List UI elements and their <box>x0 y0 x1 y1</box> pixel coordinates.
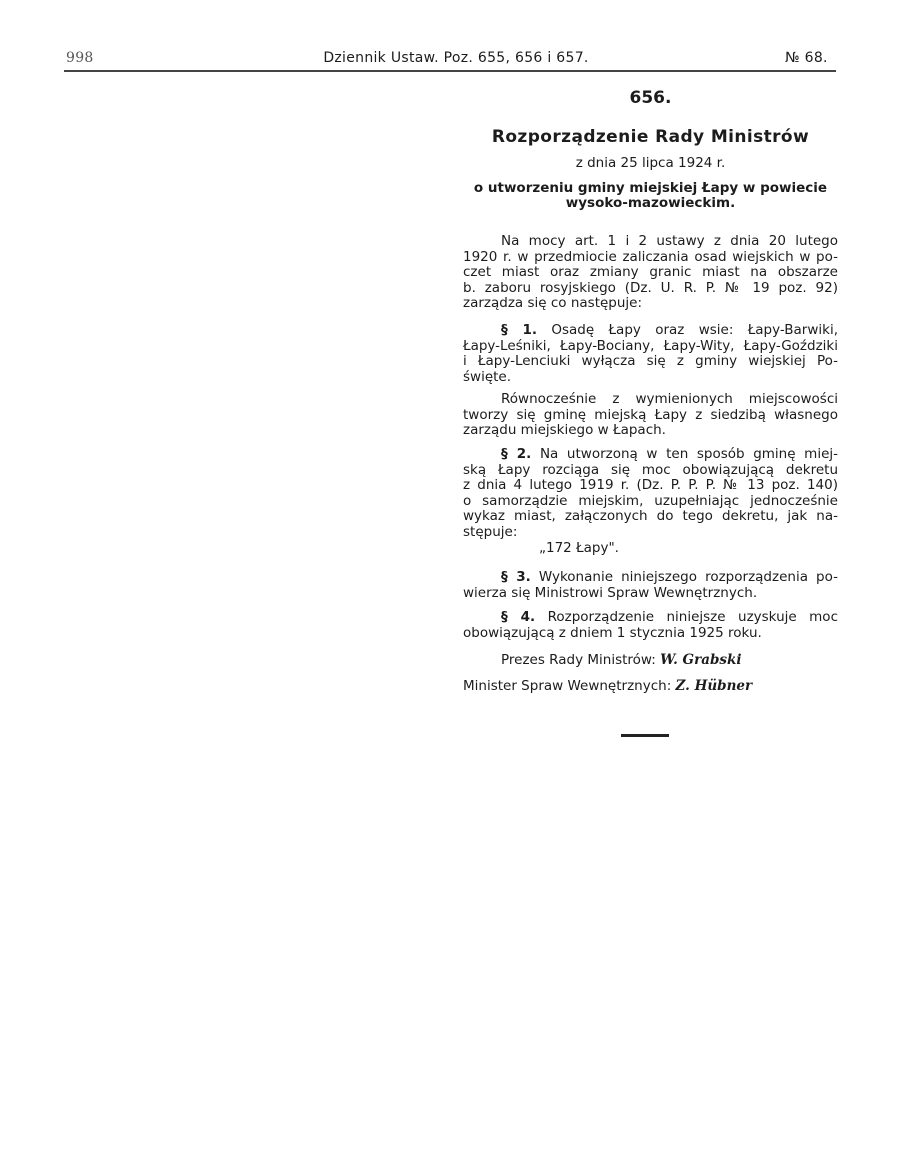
section-line: wierza się Ministrowi Spraw Wewnętrznych. <box>463 584 758 601</box>
signature-name: Z. Hübner <box>675 678 753 694</box>
act-date: z dnia 25 lipca 1924 r. <box>575 155 726 171</box>
closing-rule <box>621 734 669 737</box>
section-line: Wykonanie niniejszego rozporządzenia po- <box>538 569 838 585</box>
section-line: święte. <box>463 368 512 385</box>
section-line: z dnia 4 lutego 1919 r. (Dz. P. P. P. № 13 poz. 140) <box>463 477 838 494</box>
section-label: § 1. <box>501 322 538 338</box>
section-line: o samorządzie miejskim, uzupełniając jednocześnie <box>463 492 838 509</box>
signature-role: Prezes Rady Ministrów: <box>501 652 656 668</box>
page-number: 998 <box>66 50 94 66</box>
section-line: i Łapy-Lenciuki wyłącza się z gminy wiejskiej Po- <box>463 353 838 370</box>
section-3 <box>463 570 838 601</box>
header-rule <box>64 70 836 72</box>
section-line: wykaz miast, załączonych do tego dekretu, jak na- <box>463 508 838 525</box>
section-line: obowiązującą z dniem 1 stycznia 1925 roku. <box>463 624 762 641</box>
section-2 <box>463 447 838 556</box>
preamble-line: zarządza się co następuje: <box>463 295 643 312</box>
section-label: § 3. <box>501 569 531 585</box>
act-number: 656. <box>629 88 672 108</box>
running-header-title: Dziennik Ustaw. Poz. 655, 656 i 657. <box>323 50 589 66</box>
signature-2 <box>463 679 838 695</box>
section-line: Rozporządzenie niniejsze uzyskuje moc <box>547 609 838 625</box>
act-subject-line: wysoko-mazowieckim. <box>565 195 736 211</box>
section-line: tworzy się gminę miejską Łapy z siedzibą własnego <box>463 406 838 423</box>
preamble-line: czet miast oraz zmiany granic miast na obszarze <box>463 264 838 281</box>
section-line: zarządu miejskiego w Łapach. <box>463 422 666 439</box>
section-1-continued <box>463 392 838 439</box>
section-line: stępuje: <box>463 523 518 540</box>
section-line: ską Łapy rozciąga się moc obowiązującą dekretu <box>463 461 838 478</box>
section-line: Osadę Łapy oraz wsie: Łapy-Barwiki, <box>551 322 839 338</box>
preamble-line: Na mocy art. 1 i 2 ustawy z dnia 20 lutego <box>501 233 838 249</box>
act-title: Rozporządzenie Rady Ministrów <box>491 127 810 147</box>
preamble-line: b. zaboru rosyjskiego (Dz. U. R. P. № 19 poz. 92) <box>463 279 838 296</box>
section-label: § 2. <box>501 446 532 462</box>
act-subject <box>463 181 838 211</box>
issue-number: № 68. <box>785 50 828 66</box>
signature-1 <box>463 653 838 669</box>
preamble-line: 1920 r. w przedmiocie zaliczania osad wiejskich w po- <box>463 248 838 265</box>
preamble <box>463 234 838 312</box>
section-label: § 4. <box>501 609 536 625</box>
section-1 <box>463 323 838 385</box>
section-quote: „172 Łapy". <box>539 539 619 556</box>
signature-name: W. Grabski <box>660 652 742 668</box>
section-line: Łapy-Leśniki, Łapy-Bociany, Łapy-Wity, Łapy-Goździki <box>463 337 838 354</box>
section-line: Równocześnie z wymienionych miejscowości <box>501 391 838 407</box>
act-subject-line: o utworzeniu gminy miejskiej Łapy w powiecie <box>473 180 828 196</box>
section-line: Na utworzoną w ten sposób gminę miej- <box>539 446 838 462</box>
signature-role: Minister Spraw Wewnętrznych: <box>463 678 672 694</box>
section-4 <box>463 610 838 641</box>
